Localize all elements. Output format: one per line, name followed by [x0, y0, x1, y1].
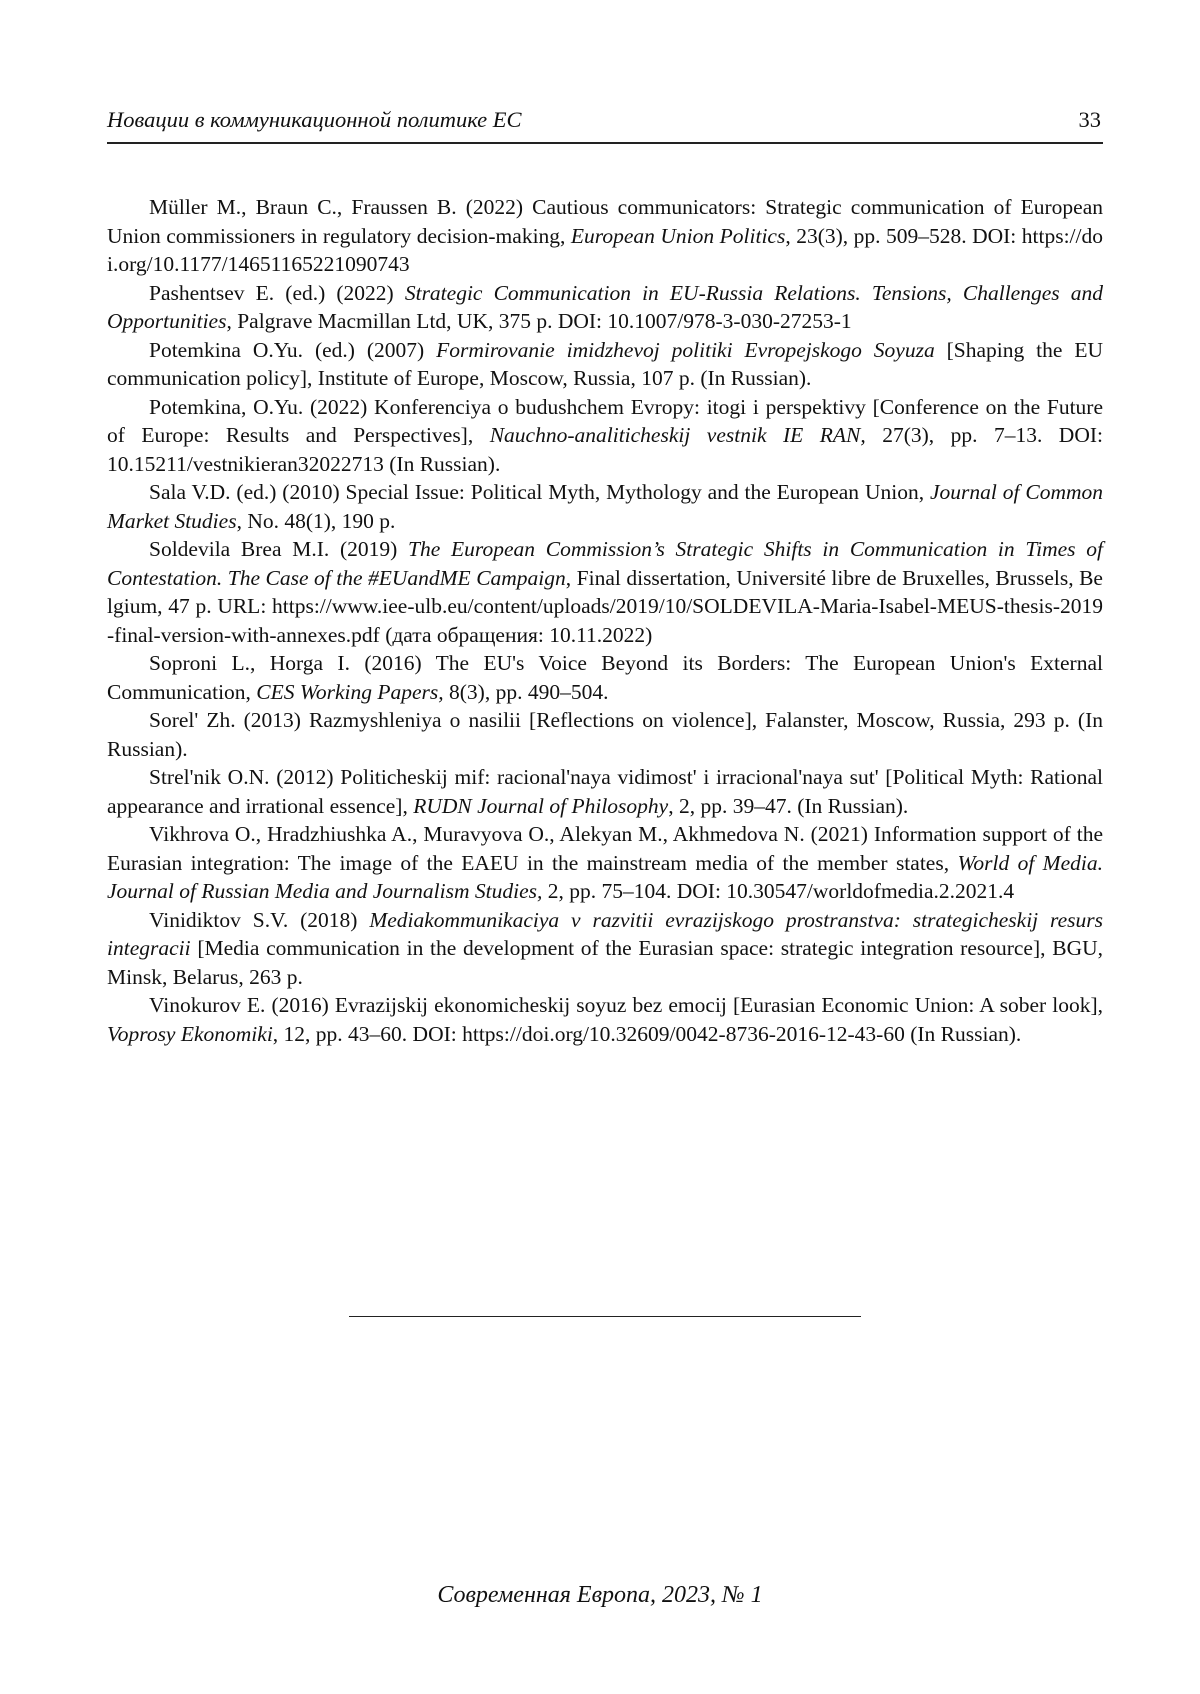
reference-text: , 23(3), pp. 509–528. DOI: https://doi.org/10.1177/14651165221090743	[107, 223, 1103, 276]
reference-source-title: The European Commission’s Strategic Shifts in Communication in Times of Contestation. The Case of the #EUandME Campaign	[107, 537, 1103, 590]
end-of-article-rule	[349, 1316, 861, 1317]
reference-text: Sala V.D. (ed.) (2010) Special Issue: Political Myth, Mythology and the European Union,	[149, 480, 930, 504]
reference-text: , Palgrave Macmillan Ltd, UK, 375 p. DOI: 10.1007/978-3-030-27253-1	[226, 309, 852, 333]
reference-text: 2, pp. 75–104. DOI: 10.30547/worldofmedia.2.2021.4	[542, 879, 1015, 903]
reference-text: [Media communication in the development of the Eurasian space: strategic integration resource], BGU, Minsk, Belarus, 263 p.	[107, 936, 1103, 989]
reference-entry	[107, 820, 1103, 906]
reference-text: Vinokurov E. (2016) Evrazijskij ekonomicheskij soyuz bez emocij [Eurasian Economic Union: A sober look],	[149, 993, 1103, 1017]
reference-source-title: World of Media. Journal of Russian Media and Journalism Studies,	[107, 850, 1103, 903]
reference-text: Potemkina O.Yu. (ed.) (2007)	[149, 337, 437, 362]
reference-entry	[107, 279, 1103, 336]
reference-text: Vikhrova O., Hradzhiushka A., Muravyova O., Alekyan M., Akhmedova N. (2021) Information support of the Eurasian integration: The image of the EAEU in the mainstream media of the member states,	[107, 822, 1103, 875]
reference-text: Potemkina, O.Yu. (2022) Konferenciya o budushchem Evropy: itogi i perspektivy [Conference on the Future of Europe: Results and Perspectives],	[107, 394, 1103, 447]
reference-text: Soproni L., Horga I. (2016) The EU's Voice Beyond its Borders: The European Union's External Communication,	[107, 651, 1103, 704]
reference-source-title: Formirovanie imidzhevoj politiki Evropejskogo Soyuza	[436, 337, 935, 362]
reference-source-title: RUDN Journal of Philosophy	[413, 793, 669, 818]
reference-text: 27(3), pp. 7–13. DOI: 10.15211/vestnikieran32022713 (In Russian).	[107, 423, 1103, 476]
reference-source-title: European Union Politics	[570, 223, 786, 248]
reference-entry	[107, 706, 1103, 763]
reference-text: , 2, pp. 39–47. (In Russian).	[668, 793, 909, 818]
reference-source-title: Nauchno-analiticheskij vestnik IE RAN,	[489, 423, 866, 447]
reference-source-title: Journal of Common Market Studies	[107, 480, 1103, 533]
reference-entry	[107, 478, 1103, 535]
reference-entry	[107, 193, 1103, 279]
reference-text: Soldevila Brea M.I. (2019)	[149, 537, 409, 561]
reference-source-title: Mediakommunikaciya v razvitii evrazijskogo prostranstva: strategicheskij resurs integracii	[107, 907, 1103, 960]
reference-text: Strel'nik O.N. (2012) Politicheskij mif: racional'naya vidimost' i irracional'naya sut' [Political Myth: Rational appearance and irrational essence],	[107, 765, 1103, 818]
reference-text: Vinidiktov S.V. (2018)	[149, 907, 370, 932]
reference-entry	[107, 336, 1103, 393]
reference-text: , Final dissertation, Université libre de Bruxelles, Brussels, Belgium, 47 p. URL: https://www.iee-ulb.eu/content/uploads/2019/10/SOLDEVILA-Maria-Isabel-MEUS-thesis-2019-final-version-with-annexes.pdf (дата обращения: 10.11.2022)	[107, 565, 1103, 647]
reference-text: Müller M., Braun C., Fraussen B. (2022) Cautious communicators: Strategic communication of European Union commissioners in regulatory decision-making,	[107, 195, 1103, 248]
reference-text: Pashentsev E. (ed.) (2022)	[149, 280, 405, 305]
running-header	[107, 104, 1103, 144]
reference-entry	[107, 535, 1103, 649]
running-title: Новации в коммуникационной политике ЕС	[107, 107, 522, 132]
reference-entry	[107, 763, 1103, 820]
reference-source-title: Strategic Communication in EU-Russia Relations. Tensions, Challenges and Opportunities	[107, 280, 1103, 333]
reference-text: Sorel' Zh. (2013) Razmyshleniya o nasilii [Reflections on violence], Falanster, Moscow, Russia, 293 p. (In Russian).	[107, 708, 1103, 761]
reference-text: [Shaping the EU communication policy], Institute of Europe, Moscow, Russia, 107 p. (In Russian).	[107, 337, 1103, 390]
reference-text: , No. 48(1), 190 p.	[236, 508, 396, 533]
reference-entry	[107, 906, 1103, 992]
reference-list	[107, 193, 1103, 1048]
reference-entry	[107, 393, 1103, 479]
page-number: 33	[1078, 107, 1101, 132]
reference-source-title: Voprosy Ekonomiki	[107, 1021, 273, 1046]
reference-entry	[107, 649, 1103, 706]
running-footer: Современная Европа, 2023, № 1	[437, 1582, 763, 1608]
reference-text: 8(3), pp. 490–504.	[443, 679, 609, 704]
reference-source-title: CES Working Papers,	[256, 679, 444, 704]
reference-entry	[107, 991, 1103, 1048]
reference-text: , 12, pp. 43–60. DOI: https://doi.org/10.32609/0042-8736-2016-12-43-60 (In Russian).	[272, 1021, 1022, 1046]
